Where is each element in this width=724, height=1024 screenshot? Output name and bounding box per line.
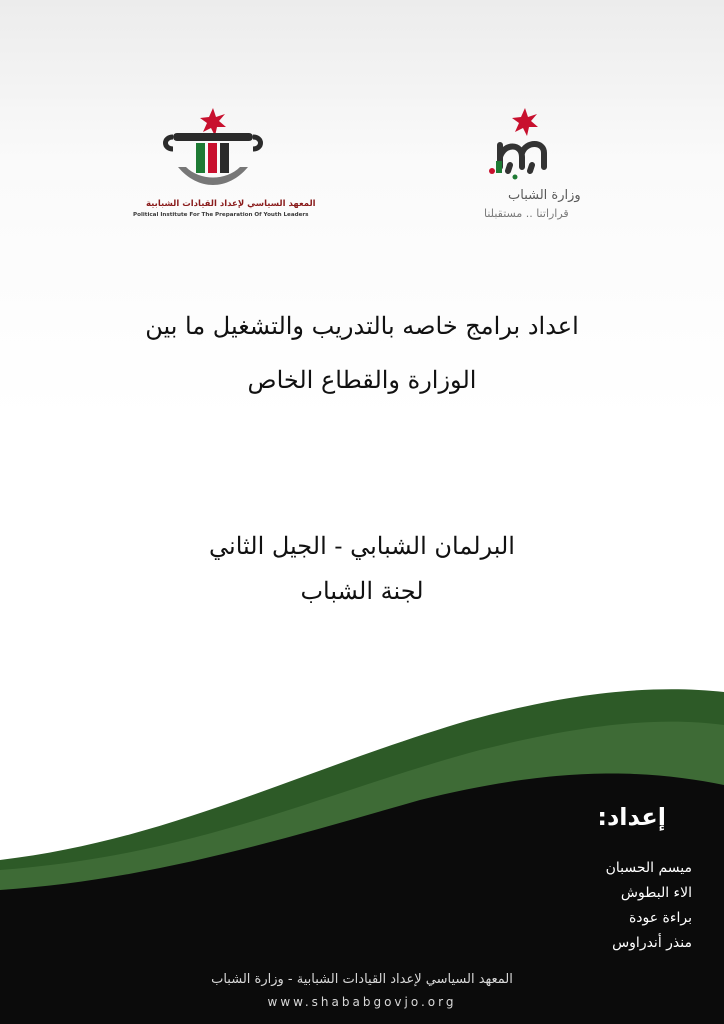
author-name: منذر أندراوس [612, 935, 692, 951]
institute-name-arabic: المعهد السياسي لإعداد القيادات الشبابية [146, 199, 316, 209]
document-title-line-1: اعداد برامج خاصه بالتدريب والتشغيل ما بين [145, 312, 579, 340]
author-name: ميسم الحسبان [605, 860, 692, 876]
author-name: براءة عودة [628, 910, 692, 926]
star-icon [512, 108, 538, 136]
author-name: الاء البطوش [620, 885, 692, 901]
prepared-by-label: إعداد: [597, 803, 666, 831]
ministry-slogan: قراراتنا .. مستقبلنا [484, 207, 569, 220]
subtitle-line-2: لجنة الشباب [300, 577, 424, 605]
institute-name-english: Political Institute For The Preparation Of Youth Leaders [133, 212, 309, 218]
footer-website-url: www.shababgovjo.org [267, 995, 457, 1009]
ministry-name: وزارة الشباب [508, 188, 581, 203]
footer-organization: المعهد السياسي لإعداد القيادات الشبابية - وزارة الشباب [211, 972, 513, 987]
subtitle-line-1: البرلمان الشبابي - الجيل الثاني [209, 532, 515, 560]
ministry-logo-mark [500, 144, 544, 171]
star-icon [200, 108, 226, 136]
document-title-line-2: الوزارة والقطاع الخاص [247, 366, 477, 394]
